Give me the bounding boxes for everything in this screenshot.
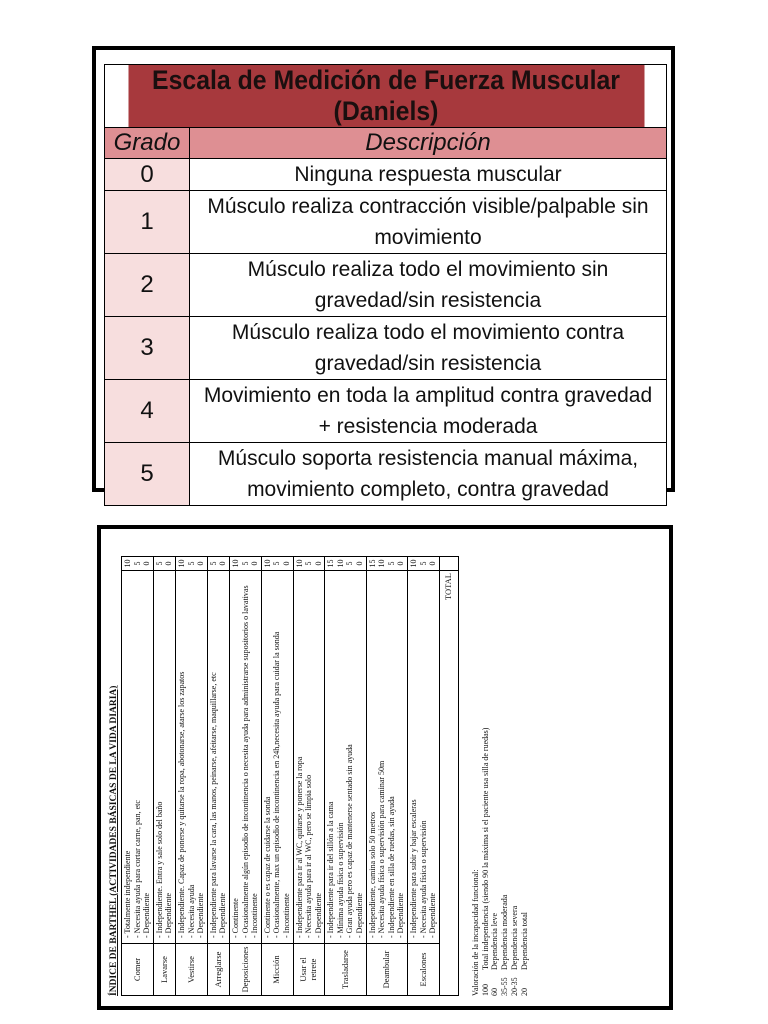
daniels-title [127,65,644,128]
barthel-content [109,556,530,996]
valoracion-label: Dependencia leve [490,912,500,970]
barthel-points [175,557,207,571]
daniels-description: Músculo realiza todo el movimiento contra gravedad/sin resistencia [190,317,667,380]
barthel-items [175,571,207,944]
barthel-category: Lavarse [153,944,175,996]
barthel-item-text: - Dependiente [142,574,152,940]
barthel-item-points: 0 [281,561,291,566]
barthel-item-points: 5 [345,561,355,566]
barthel-item-text: - Necesita ayuda para ir al WC, pero se limpia solo [304,574,314,940]
barthel-item-points: 5 [304,561,314,566]
valoracion-range: 35-55 [500,977,510,996]
barthel-item-points: 5 [154,561,164,566]
daniels-grade: 3 [105,317,190,380]
barthel-item-text: - Dependiente [314,574,324,940]
barthel-item-text: - Necesita ayuda [187,574,197,940]
barthel-item-points: 10 [409,559,419,568]
barthel-row [325,557,366,996]
barthel-item-points: 0 [396,561,406,566]
valoracion-label: Total independencia (siendo 90 la máxima si el paciente usa silla de ruedas) [480,727,490,970]
valoracion-row [481,556,491,996]
daniels-scale-frame [92,46,675,501]
barthel-item-text: - Independiente en silla de ruedas, sin ayuda [387,574,397,940]
barthel-item-text: - Necesita ayuda física o supervisión [419,574,429,940]
valoracion-range: 60 [490,988,500,996]
barthel-item-text: - Dependiente [164,574,174,940]
barthel-category: Vestirse [175,944,207,996]
barthel-item-text: - Continente o es capaz de cuidarse la sonda [263,574,273,940]
barthel-points [366,557,407,571]
barthel-row [229,557,261,996]
barthel-item-text: - Independiente para ir del sillón a la cama [326,574,336,940]
valoracion-row [490,556,500,996]
barthel-items [153,571,175,944]
barthel-row [175,557,207,996]
barthel-item-points: 0 [164,561,174,566]
barthel-category: Escalones [408,944,440,996]
barthel-item-text: - Incontinente [250,574,260,940]
daniels-description: Músculo realiza todo el movimiento sin gravedad/sin resistencia [190,254,667,317]
barthel-total-row [439,557,458,996]
barthel-item-text: - Independiente para ir al WC, quitarse y ponerse la ropa [295,574,305,940]
barthel-points [325,557,366,571]
barthel-item-points: 0 [218,561,228,566]
daniels-grade: 5 [105,443,190,506]
barthel-valoracion [471,556,530,996]
barthel-item-points: 0 [142,561,152,566]
barthel-row [122,557,154,996]
barthel-item-text: - Necesita ayuda física o supervisión para caminar 50m [377,574,387,940]
barthel-item-points: 5 [418,561,428,566]
valoracion-label: Dependencia severa [510,905,519,970]
daniels-row [105,191,667,254]
barthel-item-text: - Mínima ayuda física o supervisión [336,574,346,940]
barthel-item-text: - Dependiente [396,574,406,940]
barthel-item-points: 10 [230,559,240,568]
daniels-col-grade: Grado [105,128,190,159]
barthel-items [325,571,366,944]
daniels-scale-table [104,64,667,506]
daniels-title-text: Escala de Medición de Fuerza Muscular (Daniels) [151,65,620,126]
barthel-item-points: 10 [377,559,387,568]
barthel-points [122,557,154,571]
barthel-item-points: 5 [240,561,250,566]
barthel-item-points: 0 [196,561,206,566]
barthel-category: Comer [122,944,154,996]
daniels-row [105,317,667,380]
barthel-total-value [439,557,458,571]
barthel-item-points: 10 [123,559,132,568]
barthel-row [408,557,440,996]
daniels-grade: 1 [105,191,190,254]
barthel-points [229,557,261,571]
daniels-description: Músculo soporta resistencia manual máxima, movimiento completo, contra gravedad [190,443,667,506]
barthel-item-text: - Incontinente [282,574,292,940]
valoracion-row [520,556,530,996]
barthel-category: Deposiciones [229,944,261,996]
barthel-items [261,571,293,944]
barthel-item-points: 0 [428,561,438,566]
daniels-description: Ninguna respuesta muscular [190,159,667,191]
barthel-row [207,557,229,996]
barthel-items [366,571,407,944]
daniels-row [105,254,667,317]
barthel-item-points: 10 [176,559,186,568]
barthel-item-text: - Independiente para lavarse la cara, las manos, peinarse, afeitarse, maquillarse, etc [209,574,219,940]
barthel-row [293,557,325,996]
barthel-item-text: - Independiente. Entra y sale solo del baño [155,574,165,940]
barthel-item-text: - Independiente, camina solo 50 metros [368,574,378,940]
barthel-item-points: 5 [208,561,218,566]
barthel-row [261,557,293,996]
daniels-grade: 4 [105,380,190,443]
barthel-category: Trasladarse [325,944,366,996]
daniels-grade: 2 [105,254,190,317]
daniels-row [105,380,667,443]
barthel-items [207,571,229,944]
barthel-title: ÍNDICE DE BARTHEL (ACTIVIDADES BÁSICAS DE LA VIDA DIARIA) [109,685,119,996]
valoracion-range: 20 [519,988,529,996]
daniels-col-description: Descripción [190,128,667,159]
valoracion-title: Valoración de la incapacidad funcional: [470,869,480,996]
barthel-item-text: - Continente [231,574,241,940]
barthel-points [207,557,229,571]
barthel-item-points: 5 [186,561,196,566]
barthel-item-points: 0 [355,561,365,566]
barthel-item-text: - Totalmente independiente [123,574,133,940]
daniels-description: Movimiento en toda la amplitud contra gravedad + resistencia moderada [190,380,667,443]
barthel-item-points: 5 [386,561,396,566]
barthel-points [153,557,175,571]
barthel-category: Deambular [366,944,407,996]
barthel-item-points: 10 [335,559,345,568]
valoracion-row [510,556,520,996]
barthel-points [408,557,440,571]
barthel-item-points: 10 [294,559,304,568]
barthel-items [229,571,261,944]
barthel-item-text: - Dependiente [196,574,206,940]
daniels-row [105,159,667,191]
daniels-description: Músculo realiza contracción visible/palpable sin movimiento [190,191,667,254]
barthel-items [293,571,325,944]
valoracion-list [481,556,530,996]
barthel-points [293,557,325,571]
barthel-item-points: 15 [326,559,336,568]
barthel-category: Micción [261,944,293,996]
barthel-item-points: 10 [262,559,272,568]
barthel-item-points: 5 [132,561,142,566]
barthel-item-points: 0 [250,561,260,566]
valoracion-label: Dependencia moderada [500,894,510,970]
barthel-item-text: - Necesita ayuda para cortar carne, pan, etc [133,574,143,940]
barthel-table [121,556,459,996]
barthel-items [122,571,154,944]
barthel-item-text: - Ocasionalmente algún episodio de incontinencia o necesita ayuda para administrarse supositorios o lavativas [241,574,251,940]
barthel-category: Arreglarse [207,944,229,996]
barthel-item-text: - Independiente. Capaz de ponerse y quitarse la ropa, abotonarse, atarse los zapatos [177,574,187,940]
daniels-row [105,443,667,506]
barthel-item-text: - Dependiente [428,574,438,940]
barthel-items [408,571,440,944]
barthel-item-points: 15 [367,559,377,568]
barthel-item-text: - Independiente para subir y bajar escaleras [409,574,419,940]
barthel-table-body [122,557,440,996]
valoracion-range: 100 [480,984,490,996]
barthel-category: Usar el retrete [293,944,325,996]
barthel-item-text: - Dependiente [218,574,228,940]
barthel-row [153,557,175,996]
valoracion-label: Dependencia total [519,912,529,970]
barthel-item-text: - Ocasionalmente, max un episodio de incontinencia en 24h,necesita ayuda para cuidar la sonda [272,574,282,940]
barthel-row [366,557,407,996]
barthel-points [261,557,293,571]
valoracion-row [500,556,510,996]
barthel-index-frame [97,525,673,1010]
barthel-item-points: 0 [313,561,323,566]
valoracion-range: 20-35 [510,977,519,996]
barthel-item-text: - Dependiente [355,574,365,940]
barthel-item-text: - Gran ayuda pero es capaz de mantenerse sentado sin ayuda [345,574,355,940]
barthel-rotated-page [101,529,669,1006]
barthel-item-points: 5 [272,561,282,566]
daniels-grade: 0 [105,159,190,191]
barthel-total-label: TOTAL [439,571,458,996]
